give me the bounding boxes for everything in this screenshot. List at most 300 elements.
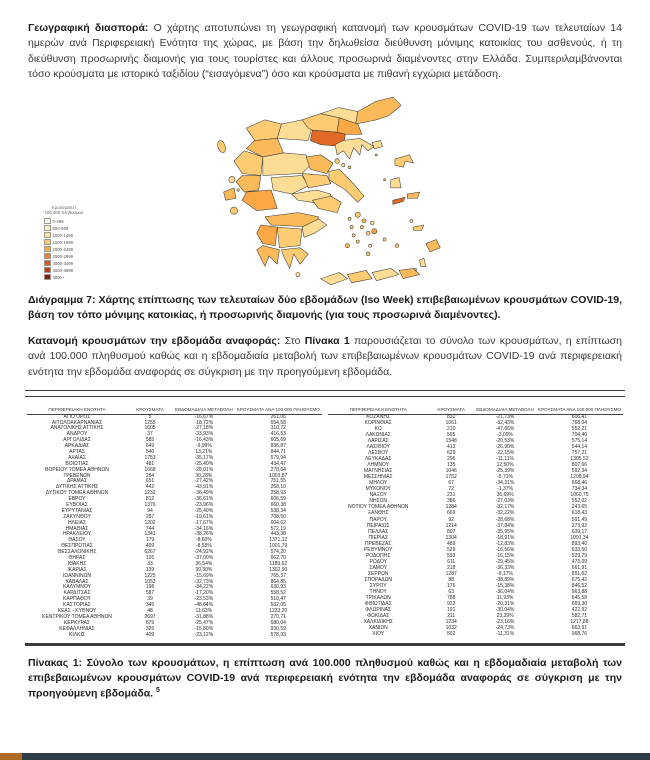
value-cell: -38,26% [194,531,214,538]
region-name-cell: ΘΑΣΟΥ [68,537,86,544]
legend-swatch [44,274,51,281]
value-cell: 1202 [144,519,156,526]
region-name-cell: ΠΡΕΒΕΖΑΣ [364,540,392,547]
value-cell: -32,73% [194,578,214,585]
value-cell: -23,53% [194,596,214,603]
region-name-cell: ΛΑΣΙΘΙΟΥ [366,443,390,450]
value-cell: 668,46 [571,480,588,487]
region-name-cell: ΚΕΦΑΛΛΗΝΙΑΣ [59,625,95,632]
region-name-cell: ΦΩΚΙΔΑΣ [367,613,390,620]
value-cell: 11,63% [195,608,213,615]
table-top-rule [25,390,625,391]
value-cell: -30,04% [495,607,515,614]
value-cell: 11,93% [496,595,514,602]
value-cell: 1302,90 [269,566,288,573]
value-cell: 1753 [144,454,156,461]
value-cell: 1091,34 [570,534,589,541]
value-cell: 386 [447,498,456,505]
value-cell: 273,92 [571,522,588,529]
region-name-cell: ΦΛΩΡΙΝΑΣ [365,607,392,614]
column-header: ΠΕΡΙΦΕΡΕΙΑΚΗ ΕΝΟΤΗΤΑ [328,407,428,414]
value-cell: 649 [145,443,155,450]
value-cell: 864,85 [270,578,286,585]
value-cell: 1234 [445,619,457,626]
value-cell: 345 [145,602,155,609]
value-cell: 139 [145,566,155,573]
value-cell: 708,50 [270,513,286,520]
table-1-caption [0,656,650,702]
value-cell: 633,50 [571,546,588,553]
value-cell: 540 [145,448,155,455]
legend-item [44,267,94,274]
value-cell: 1376 [144,501,156,508]
value-cell: 63 [448,589,454,596]
value-cell: -27,18% [194,425,214,432]
value-cell: 191 [447,607,456,614]
region-name-cell: ΜΥΚΟΝΟΥ [365,486,391,493]
distribution-lead: Κατανομή κρουσμάτων την εβδομάδα αναφοράς: [28,335,281,348]
region-name-cell: ΚΑΣΤΟΡΙΑΣ [63,602,91,609]
region-name-cell: ΙΩΑΝΝΙΝΩΝ [62,572,92,579]
region-name-cell: ΗΜΑΘΙΑΣ [65,525,89,532]
region-name-cell: ΜΑΓΝΗΣΙΑΣ [364,468,393,475]
value-cell: 529 [447,546,456,553]
region-name-cell: ΛΑΡΙΣΑΣ [367,437,389,444]
region-name-cell: ΑΝΑΤΟΛΙΚΗΣ ΑΤΤΙΚΗΣ [50,425,104,432]
region-name-cell: ΔΥΤΙΚΟΥ ΤΟΜΕΑ ΑΘΗΝΩΝ [45,490,109,497]
value-cell: 654,58 [270,419,286,426]
region-name-cell: ΔΥΤΙΚΗΣ ΑΤΤΙΚΗΣ [55,484,99,491]
legend-swatch [44,225,51,232]
region-name-cell: ΚΕΡΚΥΡΑΣ [63,619,91,626]
value-cell: 578,93 [270,631,286,638]
value-cell: 92 [448,516,454,523]
value-cell: 968,76 [571,631,588,638]
region-name-cell: ΘΗΡΑΣ [68,555,86,561]
region-name-cell: ΠΕΛΛΑΣ [368,528,389,535]
region-name-cell: ΚΙΛΚΙΣ [69,631,85,638]
value-cell: 268,10 [270,484,286,491]
region-name-cell: ΚΑΒΑΛΑΣ [65,578,89,585]
legend-rows [34,218,94,281]
value-cell: -36,04% [495,589,515,596]
value-cell: 593 [447,552,456,559]
value-cell: 284 [145,472,155,479]
legend-swatch [44,246,51,253]
value-cell: 851,62 [571,570,588,577]
value-cell: 680,04 [270,619,286,626]
region-name-cell: ΤΗΝΟΥ [369,589,387,596]
map-legend-title [34,205,94,216]
region-name-cell: ΠΕΙΡΑΙΩΣ [366,522,390,529]
region-name-cell: ΚΟΡΙΝΘΙΑΣ [364,419,392,426]
value-cell: 558,52 [270,590,286,597]
region-name-cell: ΛΕΥΚΑΔΑΣ [364,456,392,463]
value-cell: -19,61% [194,513,214,520]
legend-label: 2000-2499 [52,246,74,252]
value-cell: 751,55 [270,478,286,485]
region-name-cell: ΑΧΑΪΑΣ [68,454,86,461]
value-cell: 592,34 [571,468,588,475]
value-cell: -23,12% [194,631,214,638]
value-cell: -20,31% [495,601,515,608]
value-cell: 88 [448,576,454,583]
value-cell: 1208,94 [570,474,589,481]
column-header: ΚΡΟΥΣΜΑΤΑ ΑΝΑ 100.000 ΠΛΗΘΥΣΜΟ [236,407,320,413]
value-cell: 179 [145,537,155,544]
value-cell: 37 [147,431,153,438]
value-cell: 12,50% [496,462,514,469]
value-cell: 846,52 [571,583,588,590]
value-cell: 1032 [445,625,457,632]
region-name-cell: ΧΑΝΙΩΝ [368,625,388,632]
value-cell: -9,17% [497,570,513,577]
region-name-cell: ΚΑΡΠΑΘΟΥ [63,596,91,603]
value-cell: -36,33% [495,564,515,571]
value-cell: 606,59 [270,496,286,503]
value-cell: 587 [145,590,155,597]
map-legend [34,205,94,281]
value-cell: 510,47 [270,596,286,603]
region-name-cell: ΚΟΖΑΝΗΣ [366,413,391,420]
value-cell: 243,65 [571,504,588,511]
legend-title-line1: Κρούσματα / [51,205,77,211]
value-cell: 30,30% [195,566,213,573]
value-cell: -1,37% [497,486,513,493]
value-cell: -24,92% [194,549,214,556]
region-name-cell: ΛΑΚΩΝΙΑΣ [365,431,391,438]
region-name-cell: ΒΟΡΕΙΟΥ ΤΟΜΕΑ ΑΘΗΝΩΝ [45,466,109,473]
value-cell: 211 [447,613,456,620]
value-cell: 502 [447,631,456,638]
value-cell: -5,71% [497,474,513,481]
region-name-cell: ΠΑΡΟΥ [369,516,387,523]
value-cell: 675,42 [571,576,588,583]
value-cell: 611 [447,558,456,565]
value-cell: 258,93 [270,490,286,497]
legend-label: 3500-3999 [52,267,74,273]
value-cell: -33,93% [194,431,214,438]
value-cell: 1046 [445,468,457,475]
value-cell: 296 [447,456,456,463]
value-cell: 1214 [445,522,457,529]
value-cell: 1605 [144,425,156,432]
region-name-cell: ΑΝΔΡΟΥ [66,431,88,438]
intro-paragraph [0,11,650,83]
value-cell: 33 [147,560,153,567]
region-name-cell: ΡΟΔΟΥ [369,558,387,565]
diagram-7-caption [0,293,650,323]
value-cell: 630,93 [270,584,286,591]
legend-item [44,260,94,267]
region-name-cell: ΛΕΣΒΟΥ [368,450,389,456]
value-cell: -8,53% [195,543,212,550]
value-cell: 30,28% [195,472,213,479]
value-cell: 198 [145,584,155,591]
legend-item [44,274,94,281]
value-cell: 210 [447,425,456,432]
region-name-cell: ΜΕΣΣΗΝΙΑΣ [363,474,393,481]
legend-label: 4000+ [52,274,65,280]
value-cell: 489 [447,540,456,547]
value-cell: 1225 [144,572,156,579]
value-cell: 2697 [144,613,156,620]
greece-map-figure [0,93,650,289]
region-name-cell: ΘΕΣΣΑΛΟΝΙΚΗΣ [57,549,97,556]
value-cell: 1189,62 [269,560,288,567]
value-cell: -16,15% [495,552,515,559]
value-cell: 744 [145,525,155,532]
value-cell: 807 [447,528,456,535]
region-name-cell: ΕΥΒΟΙΑΣ [66,501,88,508]
value-cell: -18,91% [495,534,515,541]
value-cell: -16,67% [194,413,214,420]
value-cell: -48,64% [194,602,214,609]
value-cell: -34,31% [495,480,515,487]
region-name-cell: ΚΑΛΥΜΝΟΥ [63,584,91,591]
value-cell: 1287 [445,570,457,577]
region-name-cell: ΝΗΣΩΝ [369,498,388,505]
value-cell: -29,45% [495,558,515,565]
value-cell: -11,31% [495,631,515,638]
value-cell: -25,47% [194,619,214,626]
value-cell: -25,40% [194,507,214,514]
region-name-cell: ΒΟΙΩΤΙΑΣ [65,460,89,467]
region-name-cell: ΑΓΙΟ ΟΡΟΣ [63,413,91,420]
column-header: ΚΡΟΥΣΜΑΤΑ ΑΝΑ 100.000 ΠΛΗΘΥΣΜΟ [537,407,621,413]
value-cell: 844,71 [270,448,286,455]
value-cell: 645,58 [571,595,588,602]
region-name-cell: ΣΠΟΡΑΔΩΝ [364,576,392,583]
cases-table-left [27,407,322,638]
value-cell: 639,17 [571,528,588,535]
value-cell: -17,20% [194,590,214,597]
value-cell: 544,14 [571,443,588,450]
value-cell: 1548 [445,437,457,444]
value-cell: 473,09 [571,558,588,565]
value-cell: -3,09% [497,431,513,438]
value-cell: 585 [145,437,155,444]
value-cell: 278,54 [270,466,286,473]
value-cell: -12,83% [495,540,515,547]
value-cell: 36,54% [195,560,213,567]
value-cell: 922 [447,601,456,608]
region-name-cell: ΕΥΡΥΤΑΝΙΑΣ [61,507,93,514]
value-cell: 788 [447,595,456,602]
value-cell: 604,62 [270,519,286,526]
value-cell: 1284 [445,504,457,511]
value-cell: -15,80% [194,625,214,632]
value-cell: 409 [145,631,155,638]
region-name-cell: ΜΗΛΟΥ [369,480,388,487]
footer-accent-bar [0,753,22,760]
value-cell: 807,66 [571,462,588,469]
value-cell: 176 [447,583,456,590]
region-name-cell: ΛΗΜΝΟΥ [367,462,390,469]
value-cell: 618,43 [571,510,588,517]
value-cell: 765,37 [270,572,286,579]
legend-label: 500-999 [52,225,69,231]
legend-item [44,253,94,260]
distribution-paragraph [0,334,650,380]
region-name-cell: ΞΑΝΘΗΣ [367,510,389,517]
intro-lead: Γεωγραφική διασπορά: [28,21,149,34]
value-cell: -47,66% [495,425,515,432]
value-cell: 231 [447,492,456,499]
region-name-cell: ΝΟΤΙΟΥ ΤΟΜΕΑ ΑΘΗΝΩΝ [347,504,409,511]
value-cell: 48 [147,608,153,615]
legend-swatch [44,218,51,225]
value-cell: 126 [145,555,155,561]
value-cell: 605,69 [270,437,286,444]
greece-choropleth-map [150,93,450,289]
value-cell: 287 [145,513,155,520]
value-cell: 1233,20 [269,608,288,615]
column-header: ΚΡΟΥΣΜΑΤΑ [428,407,474,414]
value-cell: 1060,75 [570,492,589,499]
value-cell: 529,79 [571,552,588,559]
column-header: ΕΒΔΟΜΑΔΙΑΙΑ ΜΕΤΑΒΟΛΗ [175,407,233,413]
legend-label: 1500-1999 [52,239,74,245]
value-cell: 442 [145,484,155,491]
value-cell: -37,00% [194,555,214,561]
region-name-cell: ΚΑΡΔΙΤΣΑΣ [63,590,91,597]
value-cell: 72 [448,486,454,493]
value-cell: -37,84% [495,522,515,529]
legend-item [44,225,94,232]
table-caption-text: Σύνολο των κρουσμάτων, η επίπτωση ανά 100.000 πληθυσμού καθώς και η εβδομαδιαία μεταβολή των επιβεβαιωμένων κρουσμάτων COVID-19 ανά περιφερειακή ενότητα την εβδομάδα αναφοράς σε σύγκριση με την προηγούμενη εβδομάδα. [28,656,622,700]
table-row [27,633,322,639]
legend-item [44,232,94,239]
value-cell: 1305,52 [570,456,589,463]
value-cell: -20,53% [495,437,515,444]
value-cell: 679 [145,619,155,626]
region-name-cell: ΡΟΔΟΠΗΣ [365,552,391,559]
value-cell: 662,70 [270,555,286,561]
legend-item [44,246,94,253]
value-cell: 1752 [445,474,457,481]
legend-swatch [44,267,51,274]
value-cell: 409 [145,543,155,550]
value-cell: -36,61% [194,496,214,503]
value-cell: -32,22% [495,510,515,517]
value-cell: 930,59 [270,625,286,632]
legend-swatch [44,239,51,246]
value-cell: 39 [147,596,153,603]
region-name-cell: ΗΡΑΚΛΕΙΟΥ [62,531,92,538]
map-regions [216,97,440,285]
region-name-cell: ΧΙΟΥ [372,631,385,638]
value-cell: 1003,87 [269,472,288,479]
value-cell: 135 [447,462,456,469]
value-cell: 416,53 [270,431,286,438]
value-cell: 595 [447,431,456,438]
value-cell: 669,30 [571,601,588,608]
value-cell: 669 [447,510,456,517]
legend-item [44,218,94,225]
value-cell: 836,87 [270,443,286,450]
value-cell: 434,47 [270,460,286,467]
value-cell: -22,15% [495,450,515,456]
cases-table [25,390,625,646]
region-name-cell: ΣΕΡΡΩΝ [367,570,389,577]
region-name-cell: ΚΕΝΤΡΙΚΟΥ ΤΟΜΕΑ ΑΘΗΝΩΝ [42,613,112,620]
value-cell: 660,38 [270,501,286,508]
legend-swatch [44,232,51,239]
value-cell: -15,38% [495,583,515,590]
value-cell: -16,56% [495,546,515,553]
legend-swatch [44,260,51,267]
value-cell: 606,41 [571,413,588,420]
value-cell: 579,94 [270,454,286,461]
footer-bar [0,753,650,760]
region-name-cell: ΗΛΕΙΑΣ [67,519,87,526]
value-cell: 5 [148,413,152,420]
diagram-7-caption-text: Διάγραμμα 7: Χάρτης επίπτωσης των τελευταίων δύο εβδομάδων (Iso Week) επιβεβαιωμένων κρουσμάτων COVID-19, βάση τον τόπο μόνιμης κατοικίας, ή προσωρινής διαμονής (για τους προσωρινά διαμένοντες). [28,294,622,322]
region-name-cell: ΑΡΤΑΣ [69,448,85,455]
value-cell: 574,20 [270,549,286,556]
value-cell: 1061 [445,419,457,426]
column-header: ΕΒΔΟΜΑΔΙΑΙΑ ΜΕΤΑΒΟΛΗ [476,407,534,413]
value-cell: -25,39% [495,468,515,475]
value-cell: 1304 [445,534,457,541]
column-header: ΠΕΡΙΦΕΡΕΙΑΚΗ ΕΝΟΤΗΤΑ [27,407,127,414]
value-cell: -32,17% [495,504,515,511]
value-cell: 651 [145,478,155,485]
value-cell: 704,40 [571,431,588,438]
value-cell: 661,91 [571,564,588,571]
value-cell: -15,69% [194,572,214,579]
value-cell: 261,06 [270,413,286,420]
value-cell: -9,99% [195,443,212,450]
value-cell: 310,72 [270,425,286,432]
value-cell: 582,71 [571,613,588,620]
region-name-cell: ΓΡΕΒΕΝΩΝ [63,472,91,479]
value-cell: 6267 [144,549,156,556]
value-cell: 575,14 [571,437,588,444]
region-name-cell: ΣΑΜΟΥ [369,564,388,571]
legend-swatch [44,253,51,260]
value-cell: 1255 [144,419,156,426]
table-caption-lead: Πίνακας 1: [28,656,83,669]
region-name-cell: ΦΘΙΩΤΙΔΑΣ [364,601,392,608]
region-name-cell: ΙΚΑΡΙΑΣ [67,566,87,573]
value-cell: -34,22% [194,584,214,591]
value-cell: -27,42% [194,478,214,485]
value-cell: 629 [447,450,456,456]
value-cell: 218 [447,564,456,571]
value-cell: -26,90% [495,443,515,450]
intro-text: Ο χάρτης αποτυπώνει τη γεωγραφική κατανομή των κρουσμάτων COVID-19 των τελευταίων 14 ημερών ανά Περιφερειακή Ενότητα της χώρας, με βάση την δηλωθείσα διεύθυνση μόνιμης κατοικίας του ασθενούς, ή τη διεύθυνση προσωρινής διαμονής για τους τουρίστες και άλλους προσωρινά διαμένοντες στην Ελλάδα. Συμπεριλαμβάνονται τόσο κρούσματα με ιστορικό ταξιδίου (“εισαγόμενα”) όσο και κρούσματα με πιθανή εγχώρια μετάδοση. [28,21,622,81]
region-name-cell: ΧΑΛΚΙΔΙΚΗΣ [363,619,393,626]
value-cell: 552,02 [571,498,588,505]
value-cell: 1053 [144,578,156,585]
region-name-cell: ΑΡΚΑΔΙΑΣ [64,443,90,450]
value-cell: 325 [145,625,155,632]
value-cell: 1668 [144,466,156,473]
column-header: ΚΡΟΥΣΜΑΤΑ [127,407,173,414]
region-name-cell: ΝΑΞΟΥ [369,492,387,499]
value-cell: -38,89% [495,576,515,583]
value-cell: 1001,79 [269,543,288,550]
value-cell: -34,16% [194,525,214,532]
region-name-cell: ΔΡΑΜΑΣ [66,478,88,485]
value-cell: -28,68% [495,516,515,523]
value-cell: -11,11% [496,456,514,463]
value-cell: -21,73% [495,413,515,420]
legend-label: 3000-3499 [52,260,74,266]
region-name-cell: ΖΑΚΥΝΘΟΥ [63,513,91,520]
